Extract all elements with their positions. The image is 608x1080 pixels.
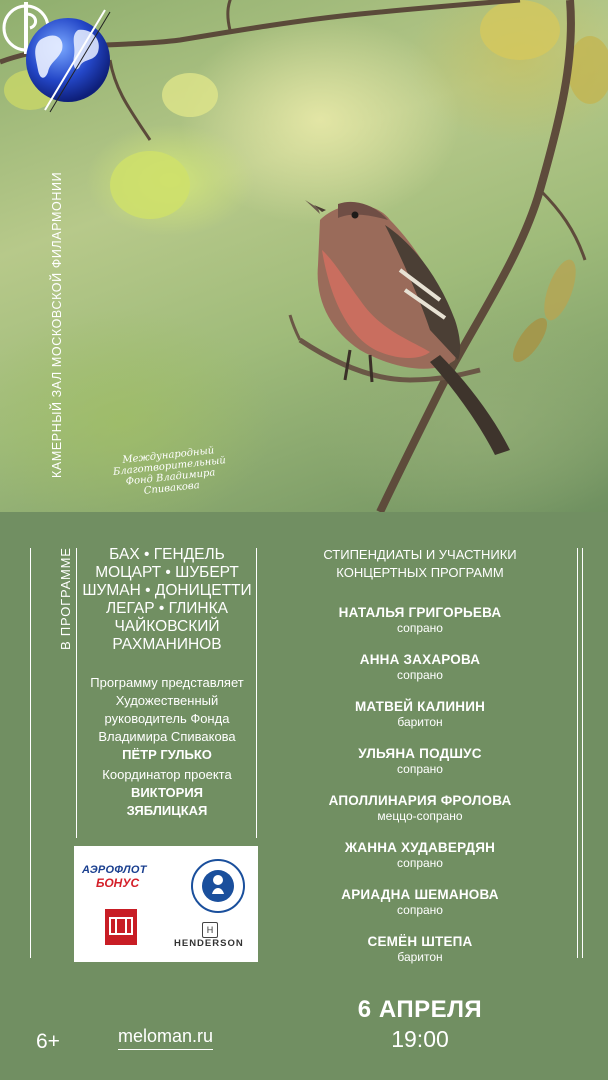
composer-line: МОЦАРТ • ШУБЕРТ [95,564,239,581]
list-item [300,745,540,792]
divider-left [30,548,31,958]
coordinator-block [78,766,256,820]
presenter-line: Художественный [115,693,219,708]
composer-line: ЛЕГАР • ГЛИНКА [106,600,228,617]
coordinator-name: ЗЯБЛИЦКАЯ [126,803,208,818]
composer-line: РАХМАНИНОВ [112,636,222,653]
artist-name: УЛЬЯНА ПОДШУС [358,746,482,761]
program-label: В ПРОГРАММЕ [58,547,73,650]
artists-heading-line: КОНЦЕРТНЫХ ПРОГРАММ [336,565,504,580]
hall-title: КАМЕРНЫЙ ЗАЛ МОСКОВСКОЙ ФИЛАРМОНИИ [50,171,64,478]
artist-name: АННА ЗАХАРОВА [359,652,481,667]
artists-heading-line: СТИПЕНДИАТЫ И УЧАСТНИКИ [323,547,517,562]
presenter-line: руководитель Фонда [104,711,230,726]
composer-line: ШУМАН • ДОНИЦЕТТИ [82,582,252,599]
list-item [300,792,540,839]
presenter-line: Владимира Спивакова [98,729,236,744]
artist-name: АПОЛЛИНАРИЯ ФРОЛОВА [328,793,512,808]
rcws-logo [188,854,248,918]
artist-name: АРИАДНА ШЕМАНОВА [341,887,499,902]
divider-mid [256,548,257,838]
website-link[interactable]: meloman.ru [118,1026,213,1050]
kofemania-logo [104,908,138,946]
artist-voice: сопрано [397,903,443,917]
divider-right-outer [582,548,583,958]
composer-line: ЧАЙКОВСКИЙ [114,618,220,635]
presenter-name: ПЁТР ГУЛЬКО [122,747,212,762]
concert-time: 19:00 [391,1026,449,1052]
hero-painting [0,0,608,512]
artist-voice: сопрано [397,668,443,682]
sponsors-panel [74,846,258,962]
divider-left-inner [76,548,77,838]
artist-name: СЕМЁН ШТЕПА [367,934,473,949]
composers-list [78,546,256,654]
list-item [300,604,540,651]
henderson-logo: HENDERSON [174,938,244,949]
presenter-block [78,674,256,764]
age-rating: 6+ [36,1030,60,1053]
artist-voice: сопрано [397,762,443,776]
artist-voice: сопрано [397,621,443,635]
list-item [300,933,540,980]
fund-signature: Международный Благотворительный Фонд Владимира Спивакова [112,445,227,497]
presenter-line: Программу представляет [90,675,244,690]
artist-voice: баритон [397,715,443,729]
artist-voice: сопрано [397,856,443,870]
artists-heading [300,546,540,582]
artist-voice: баритон [397,950,443,964]
list-item [300,839,540,886]
artists-list [300,604,540,980]
artist-voice: меццо-сопрано [377,809,463,823]
list-item [300,698,540,745]
divider-right [577,548,578,958]
fund-globe-logo [0,0,150,145]
composer-line: БАХ • ГЕНДЕЛЬ [109,546,225,563]
artist-name: ЖАННА ХУДАВЕРДЯН [344,840,496,855]
list-item [300,651,540,698]
bonus-logo: БОНУС [96,876,140,890]
coordinator-name: ВИКТОРИЯ [130,785,204,800]
artist-name: МАТВЕЙ КАЛИНИН [354,699,486,714]
coordinator-label: Координатор проекта [102,767,232,782]
concert-date: 6 АПРЕЛЯ [357,996,483,1023]
henderson-mark-icon: H [202,922,218,938]
artist-name: НАТАЛЬЯ ГРИГОРЬЕВА [338,605,502,620]
list-item [300,886,540,933]
aeroflot-logo: АЭРОФЛОТ [82,864,147,876]
